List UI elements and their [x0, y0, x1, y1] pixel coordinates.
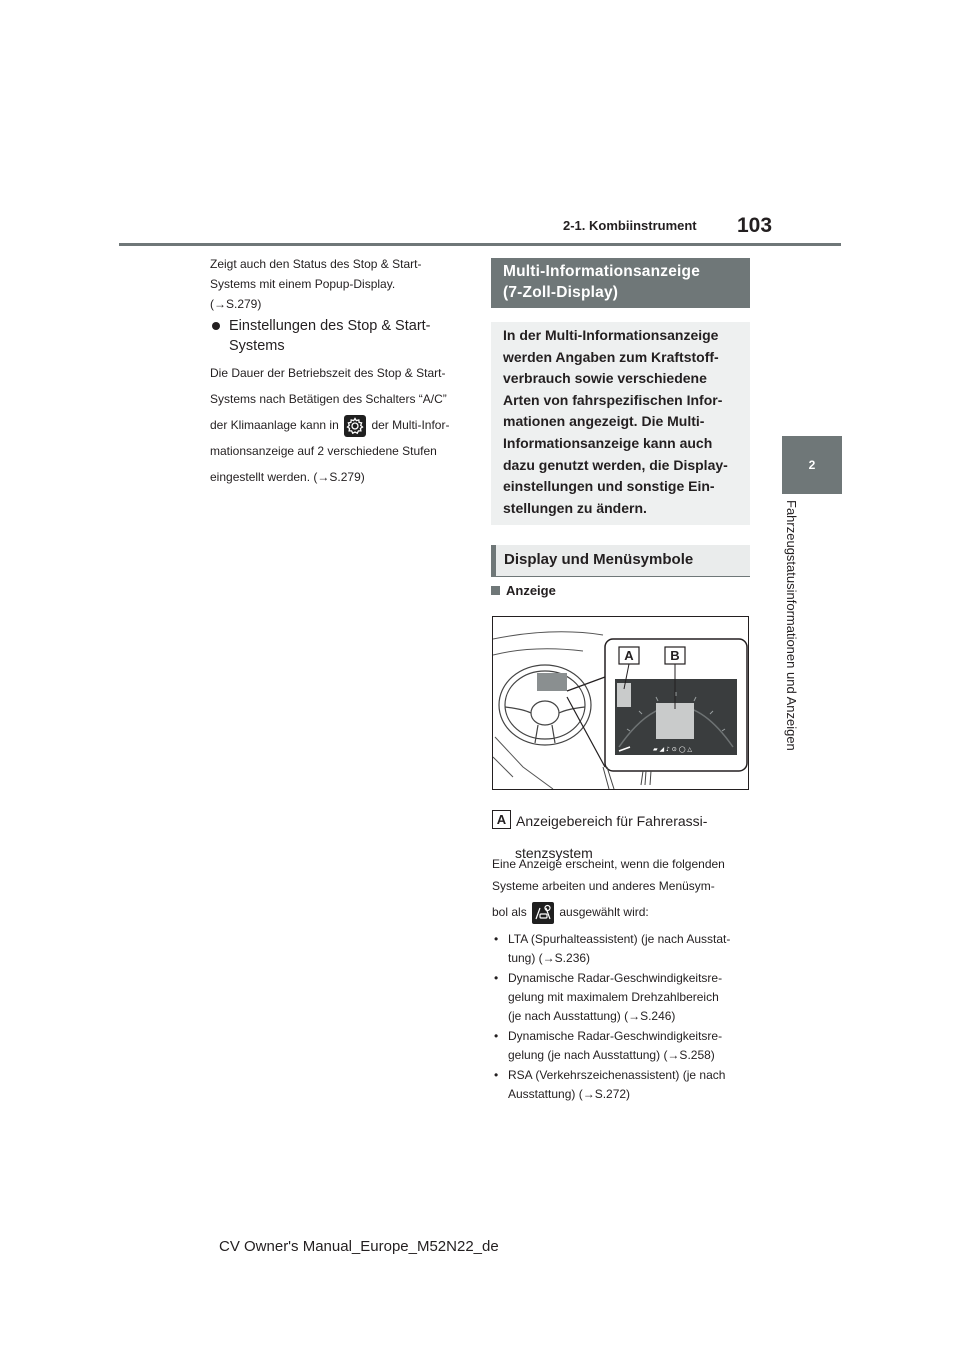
- list-item: • Dynamische Radar-Geschwindigkeitsre- gelung mit maximalem Drehzahlbereich (je nach Ausstattung) (→S.246): [494, 971, 723, 1023]
- system-list: [492, 930, 750, 1105]
- square-bullet-icon: [491, 586, 500, 595]
- header-rule: [119, 243, 841, 246]
- chapter-title-text: Fahrzeugstatusinformationen und Anzeigen: [784, 500, 799, 751]
- bullet-dot: [212, 322, 220, 330]
- body-line: eingestellt werden. (→S.279): [210, 470, 365, 484]
- gear-icon: [344, 415, 366, 437]
- summary-line: werden Angaben zum Kraftstoff-: [503, 348, 719, 365]
- summary-box: [491, 322, 750, 525]
- body-text: der Multi-Infor-: [371, 418, 450, 432]
- body-paragraph: [210, 360, 480, 490]
- body-text: der Klimaanlage kann in: [210, 418, 339, 432]
- callout-line: stenzsystem: [515, 845, 593, 861]
- instrument-cluster-figure: [492, 616, 749, 790]
- band-line: Multi-Informationsanzeige: [503, 263, 701, 280]
- section-band-multi-info: [491, 258, 750, 308]
- cluster-highlight: [537, 673, 567, 691]
- chapter-tab: [782, 436, 842, 494]
- anzeige-heading-text: Anzeige: [506, 583, 556, 598]
- section-band-display-symbols: Display und Menüsymbole: [491, 545, 750, 577]
- summary-line: einstellungen und sonstige Ein-: [503, 478, 715, 495]
- driver-assist-icon: [532, 902, 554, 924]
- intro-line: Systems mit einem Popup-Display.: [210, 277, 396, 291]
- body-line: Die Dauer der Betriebszeit des Stop & Start-: [210, 366, 446, 380]
- callout-text: Anzeigebereich für Fahrerassi-: [516, 813, 708, 829]
- summary-line: dazu genutzt werden, die Display-: [503, 456, 728, 473]
- list-item: • LTA (Spurhalteassistent) (je nach Ausstat- tung) (→S.236): [494, 932, 731, 965]
- subheading-text: Einstellungen des Stop & Start-Systems: [229, 318, 431, 354]
- chapter-title: [781, 500, 801, 770]
- band-line: (7-Zoll-Display): [503, 284, 619, 301]
- svg-text:▰ ◢ ♪ ⊙ ◯ △: ▰ ◢ ♪ ⊙ ◯ △: [653, 746, 692, 753]
- summary-line: Arten von fahrspezifischen Infor-: [503, 391, 723, 408]
- desc-text: bol als: [492, 905, 527, 919]
- label-a: A: [624, 648, 634, 663]
- desc-line: Eine Anzeige erscheint, wenn die folgenden: [492, 857, 725, 871]
- summary-line: Informationsanzeige kann auch: [503, 434, 713, 451]
- description-paragraph: [492, 853, 752, 924]
- chapter-number: 2: [808, 458, 816, 472]
- subheading-stop-start: [212, 316, 472, 356]
- label-b: B: [670, 648, 680, 663]
- summary-line: stellungen zu ändern.: [503, 499, 647, 516]
- body-line: mationsanzeige auf 2 verschiedene Stufen: [210, 444, 437, 458]
- callout-label-a: A: [492, 810, 511, 829]
- desc-line: [492, 901, 752, 924]
- summary-line: In der Multi-Informationsanzeige: [503, 327, 719, 343]
- list-item: • Dynamische Radar-Geschwindigkeitsre- gelung (je nach Ausstattung) (→S.258): [494, 1029, 723, 1062]
- body-line: Systems nach Betätigen des Schalters “A/C”: [210, 392, 447, 406]
- anzeige-heading: [491, 583, 556, 598]
- body-line: [210, 412, 480, 438]
- intro-paragraph: [210, 254, 480, 314]
- cluster-illustration: [493, 617, 748, 789]
- intro-line: (→S.279): [210, 297, 262, 311]
- list-item: • RSA (Verkehrszeichenassistent) (je nach Ausstattung) (→S.272): [494, 1068, 726, 1101]
- callout-line: [492, 805, 752, 837]
- section-title: 2-1. Kombiinstrument: [563, 218, 697, 233]
- page-number: 103: [737, 214, 773, 237]
- footer-manual-id: CV Owner's Manual_Europe_M52N22_de: [219, 1238, 499, 1255]
- summary-line: verbrauch sowie verschiedene: [503, 370, 707, 387]
- desc-text: ausgewählt wird:: [559, 905, 649, 919]
- intro-line: Zeigt auch den Status des Stop & Start-: [210, 257, 422, 271]
- summary-line: mationen angezeigt. Die Multi-: [503, 413, 705, 430]
- desc-line: Systeme arbeiten und anderes Menüsym-: [492, 879, 715, 893]
